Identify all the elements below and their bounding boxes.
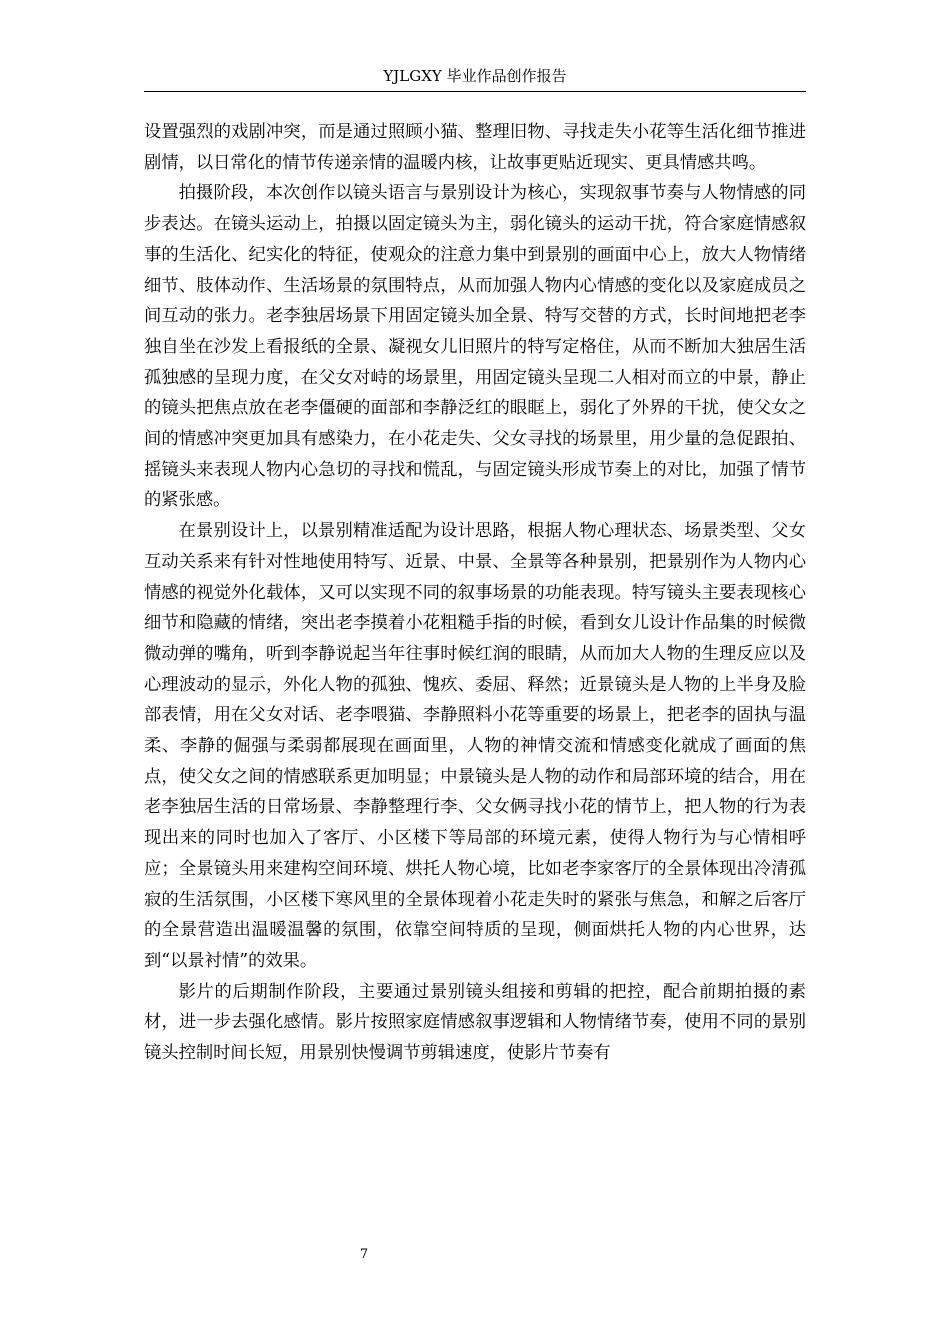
page-number: 7 [359,1247,369,1262]
document-body [144,117,806,1069]
paragraph-post-production: 影片的后期制作阶段，主要通过景别镜头组接和剪辑的把控，配合前期拍摄的素材，进一步去强化感情。影片按照家庭情感叙事逻辑和人物情绪节奏，使用不同的景别镜头控制时间长短，用景别快慢调节剪辑速度，使影片节奏有 [144,981,806,1064]
header-divider [144,91,806,92]
paragraph-shot-scale-design: 在景别设计上，以景别精准适配为设计思路，根据人物心理状态、场景类型、父女互动关系来有针对性地使用特写、近景、中景、全景等各种景别，把景别作为人物内心情感的视觉外化载体，又可以实现不同的叙事场景的功能表现。特写镜头主要表现核心细节和隐藏的情绪，突出老李摸着小花粗糙手指的时候，看到女儿设计作品集的时候微微动弹的嘴角，听到李静说起当年往事时候红润的眼睛，从而加大人物的生理反应以及心理波动的显示，外化人物的孤独、愧疚、委屈、释然；近景镜头是人物的上半身及脸部表情，用在父女对话、老李喂猫、李静照料小花等重要的场景上，把老李的固执与温柔、李静的倔强与柔弱都展现在画面里，人物的神情交流和情感变化就成了画面的焦点，使父女之间的情感联系更加明显；中景镜头是人物的动作和局部环境的结合，用在老李独居生活的日常场景、李静整理行李、父女俩寻找小花的情节上，把人物的行为表现出来的同时也加入了客厅、小区楼下等局部的环境元素，使得人物行为与心情相呼应；全景镜头用来建构空间环境、烘托人物心境，比如老李家客厅的全景体现出冷清孤寂的生活氛围，小区楼下寒风里的全景体现着小花走失时的紧张与焦急，和解之后客厅的全景营造出温暖温馨的氛围，依靠空间特质的呈现，侧面烘托人物的内心世界，达到“以景衬情”的效果。 [144,521,806,971]
page-header: YJLGXY 毕业作品创作报告 [383,67,567,85]
paragraph-shooting-stage: 拍摄阶段，本次创作以镜头语言与景别设计为核心，实现叙事节奏与人物情感的同步表达。在镜头运动上，拍摄以固定镜头为主，弱化镜头的运动干扰，符合家庭情感叙事的生活化、纪实化的特征，使观众的注意力集中到景别的画面中心上，放大人物情绪细节、肢体动作、生活场景的氛围特点，从而加强人物内心情感的变化以及家庭成员之间互动的张力。老李独居场景下用固定镜头加全景、特写交替的方式，长时间地把老李独自坐在沙发上看报纸的全景、凝视女儿旧照片的特写定格住，从而不断加大独居生活孤独感的呈现力度，在父女对峙的场景里，用固定镜头呈现二人相对而立的中景，静止的镜头把焦点放在老李僵硬的面部和李静泛红的眼眶上，弱化了外界的干扰，使父女之间的情感冲突更加具有感染力，在小花走失、父女寻找的场景里，用少量的急促跟拍、摇镜头来表现人物内心急切的寻找和慌乱，与固定镜头形成节奏上的对比，加强了情节的紧张感。 [144,183,806,511]
paragraph-continued: 设置强烈的戏剧冲突，而是通过照顾小猫、整理旧物、寻找走失小花等生活化细节推进剧情，以日常化的情节传递亲情的温暖内核，让故事更贴近现实、更具情感共鸣。 [144,122,806,173]
